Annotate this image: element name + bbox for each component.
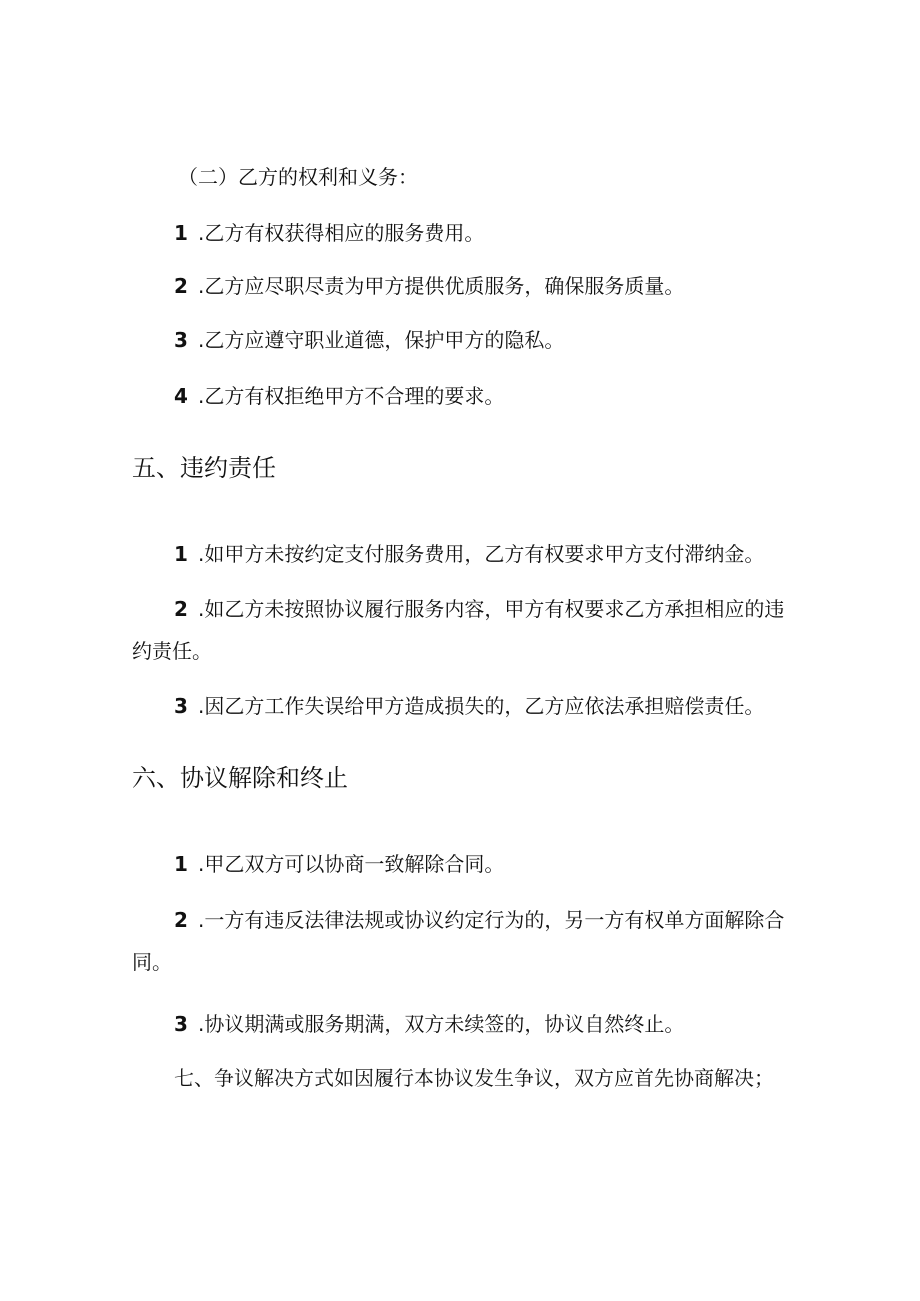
item-text: .乙方应尽职尽责为甲方提供优质服务，确保服务质量。 — [198, 274, 685, 298]
breach-item-2 — [174, 595, 784, 623]
item-number: 2 — [174, 908, 188, 932]
breach-item-1 — [174, 540, 764, 568]
item-text: .如乙方未按照协议履行服务内容，甲方有权要求乙方承担相应的违 — [198, 597, 785, 621]
item-text: .如甲方未按约定支付服务费用，乙方有权要求甲方支付滞纳金。 — [198, 542, 765, 566]
item-number: 1 — [174, 221, 188, 245]
item-text: .一方有违反法律法规或协议约定行为的，另一方有权单方面解除合 — [198, 908, 785, 932]
item-text: .乙方有权获得相应的服务费用。 — [198, 221, 485, 245]
breach-item-2-continuation: 约责任。 — [132, 639, 212, 663]
item-text: .乙方应遵守职业道德，保护甲方的隐私。 — [198, 328, 565, 352]
party-b-item-1 — [174, 219, 484, 247]
dispute-resolution-paragraph: 七、争议解决方式如因履行本协议发生争议，双方应首先协商解决； — [174, 1066, 774, 1090]
item-number: 1 — [174, 852, 188, 876]
item-text: .协议期满或服务期满，双方未续签的，协议自然终止。 — [198, 1012, 685, 1036]
termination-item-3 — [174, 1010, 684, 1038]
termination-item-2-continuation: 同。 — [132, 950, 172, 974]
breach-item-3 — [174, 692, 764, 720]
party-b-item-4 — [174, 382, 504, 410]
item-text: .乙方有权拒绝甲方不合理的要求。 — [198, 384, 505, 408]
termination-heading: 六、协议解除和终止 — [132, 764, 348, 792]
breach-heading: 五、违约责任 — [132, 454, 276, 482]
item-number: 3 — [174, 328, 188, 352]
termination-item-2 — [174, 906, 784, 934]
item-number: 3 — [174, 1012, 188, 1036]
party-b-rights-heading: （二）乙方的权利和义务： — [178, 165, 418, 189]
item-number: 2 — [174, 274, 188, 298]
termination-item-1 — [174, 850, 504, 878]
party-b-item-2 — [174, 272, 684, 300]
item-text: .甲乙双方可以协商一致解除合同。 — [198, 852, 505, 876]
party-b-item-3 — [174, 326, 564, 354]
item-text: .因乙方工作失误给甲方造成损失的，乙方应依法承担赔偿责任。 — [198, 694, 765, 718]
item-number: 3 — [174, 694, 188, 718]
item-number: 1 — [174, 542, 188, 566]
item-number: 2 — [174, 597, 188, 621]
item-number: 4 — [174, 384, 188, 408]
